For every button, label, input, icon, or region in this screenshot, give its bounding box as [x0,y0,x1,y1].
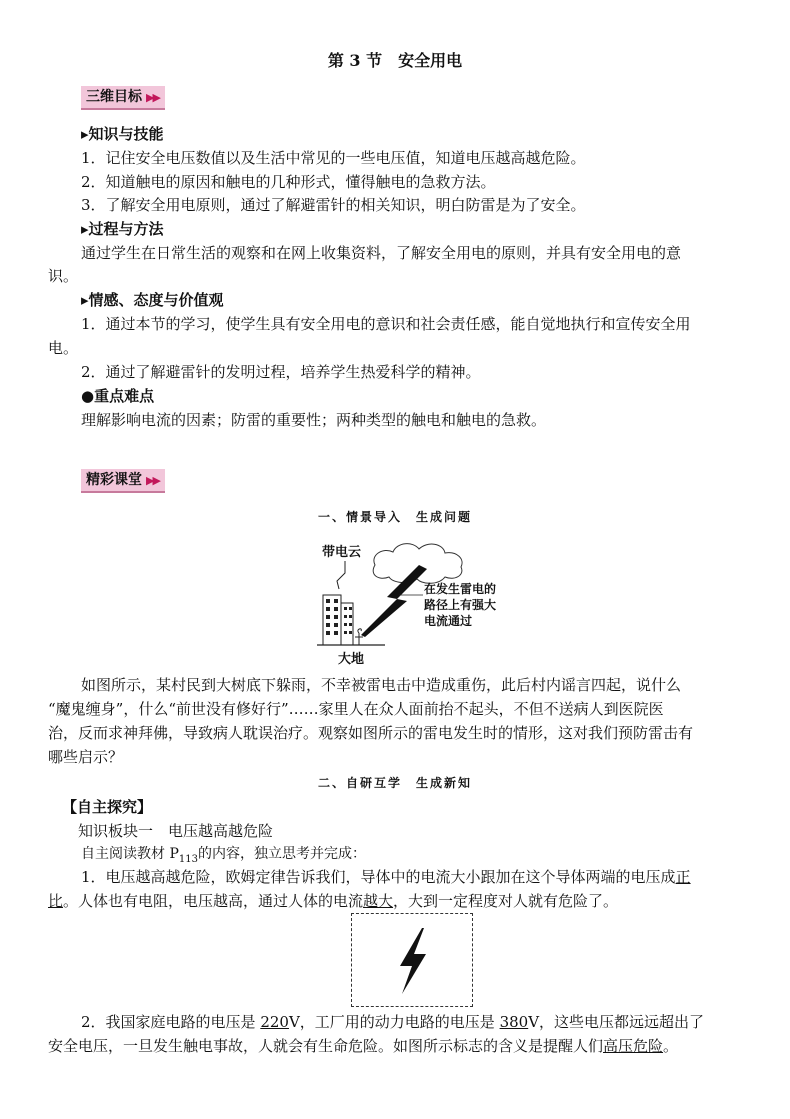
knowledge-heading: ▸知识与技能 [81,125,164,143]
process-heading: ▸过程与方法 [81,220,164,238]
knowledge-item-2: 2．知道触电的原因和触电的几种形式，懂得触电的急救方法。 [81,173,496,191]
building-icon [323,595,341,645]
emotion-heading: ▸情感、态度与价值观 [81,291,224,309]
high-voltage-sign-box [351,913,473,1007]
intro-line-2: “魔鬼缠身”，什么“前世没有修好行”……家里人在众人面前抬不起头，不但不送病人到医院医 [48,700,664,718]
key-text: 理解影响电流的因素；防雷的重要性；两种类型的触电和触电的急救。 [81,411,547,429]
answer-blank: 380 [499,1013,529,1031]
intro-line-3: 治，反而求神拜佛，导致病人耽误治疗。观察如图所示的雷电发生时的情形，这对我们预防雷击有 [48,724,694,742]
figure-note-line-2: 路径上有强大 [424,598,497,612]
goals-badge [81,86,165,110]
answer-blank: 比 [48,892,64,910]
classroom-badge-label: 精彩课堂 [86,472,142,488]
explore-heading: 【自主探究】 [62,798,153,816]
reading-instruction: 自主阅读教材 $P_{113}$的内容，独立思考并完成： [81,846,366,865]
answer-blank: 正 [675,868,691,886]
page-title: 第 3 节 安全用电 [327,51,463,70]
ground-label: 大地 [338,652,365,667]
answer-blank: 高压危险 [603,1037,664,1055]
tree-icon [355,629,363,645]
paragraph-1-line-1: 1．电压越高越危险，欧姆定律告诉我们，导体中的电流大小跟加在这个导体两端的电压成正 [81,868,691,886]
emotion-item-1-line-2: 电。 [48,339,79,357]
double-arrow-icon: ▶▶ [146,474,159,487]
process-line-1: 通过学生在日常生活的观察和在网上收集资料，了解安全用电的原则，并具有安全用电的意 [81,244,682,262]
knowledge-item-3: 3．了解安全用电原则，通过了解避雷针的相关知识，明白防雷是为了安全。 [81,196,586,214]
block-title: 知识板块一 电压越高越危险 [78,822,274,840]
double-arrow-icon: ▶▶ [146,91,159,104]
figure-note [424,581,496,629]
answer-blank: 220 [260,1013,289,1031]
emotion-item-1-line-1: 1．通过本节的学习，使学生具有安全用电的意识和社会责任感，能自觉地执行和宣传安全用 [81,315,691,333]
emotion-item-2: 2．通过了解避雷针的发明过程，培养学生热爱科学的精神。 [81,363,481,381]
intro-line-1: 如图所示，某村民到大树底下躲雨，不幸被雷电击中造成重伤，此后村内谣言四起，说什么 [81,676,682,694]
goals-badge-label: 三维目标 [86,89,142,105]
key-heading: ●重点难点 [81,387,155,405]
paragraph-1-line-2: 比。人体也有电阻，电压越高，通过人体的电流越大，大到一定程度对人就有危险了。 [48,892,619,910]
figure-note-line-3: 电流通过 [424,614,473,628]
answer-blank: 越大 [363,892,394,910]
cloud-label: 带电云 [322,545,362,560]
intro-line-4: 哪些启示？ [48,748,124,766]
high-voltage-icon [352,914,472,1006]
classroom-badge [81,469,165,493]
section-2-title: 二、自研互学 生成新知 [317,776,472,790]
process-line-2: 识。 [48,267,79,285]
paragraph-2-line-2: 安全电压，一旦发生触电事故，人就会有生命危险。如图所示标志的含义是提醒人们高压危险。 [48,1037,679,1055]
figure-note-line-1: 在发生雷电的 [424,582,497,596]
knowledge-item-1: 1．记住安全电压数值以及生活中常见的一些电压值，知道电压越高越危险。 [81,149,586,167]
paragraph-2-line-1: 2．我国家庭电路的电压是 220V，工厂用的动力电路的电压是 380V，这些电压都远远超出了 [81,1013,705,1031]
section-1-title: 一、情景导入 生成问题 [317,510,472,524]
